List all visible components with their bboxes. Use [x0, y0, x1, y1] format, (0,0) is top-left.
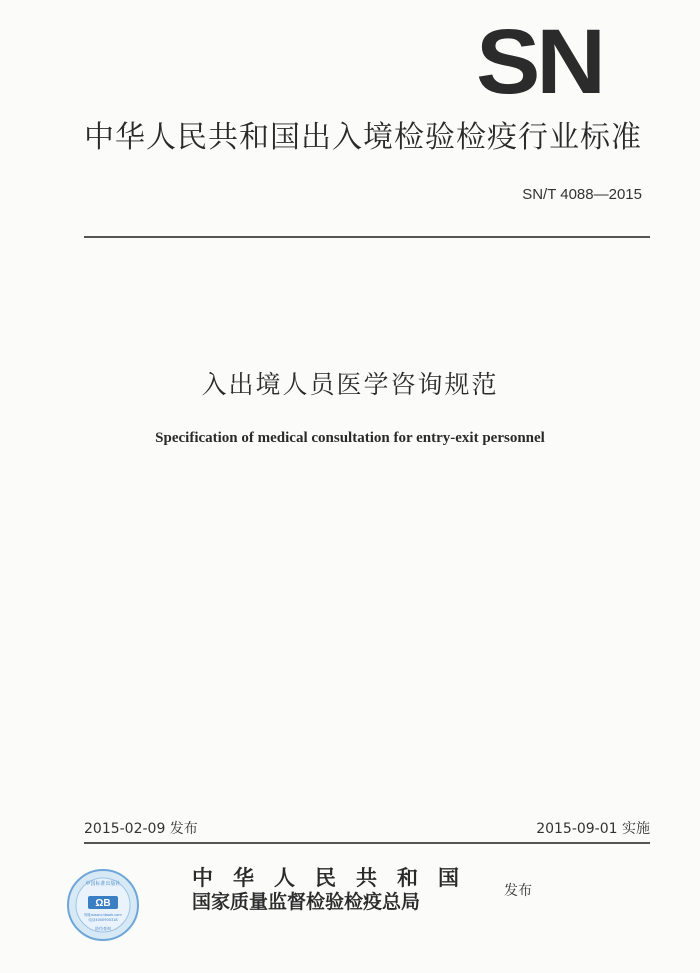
seal-text-top: 中国标准出版社 — [85, 881, 121, 887]
seal-text-bottom: 防伪查询 — [95, 926, 111, 931]
sn-logo: SN — [476, 11, 602, 113]
implementation-date: 2015-09-01 实施 — [536, 821, 650, 837]
standard-number: SN/T 4088—2015 — [522, 186, 642, 203]
seal-graphic — [66, 868, 140, 942]
seal-text-code: 电话4000900318 — [88, 918, 118, 922]
issue-label: 发布 — [504, 883, 532, 899]
seal-text-site: 网址www.cnbook.com — [84, 913, 122, 917]
top-divider — [84, 236, 650, 238]
document-title-chinese: 入出境人员医学咨询规范 — [201, 370, 499, 399]
svg-text:ΩB: ΩB — [95, 898, 111, 909]
document-title-english: Specification of medical consultation for entry-exit personnel — [155, 430, 545, 446]
anti-counterfeit-seal — [66, 868, 140, 942]
issue-date: 2015-02-09 发布 — [84, 821, 198, 837]
bottom-divider — [84, 842, 650, 844]
issuer-agency: 国家质量监督检验检疫总局 — [192, 891, 421, 913]
issuer-country: 中华人民共和国 — [192, 865, 479, 890]
industry-standard-title: 中华人民共和国出入境检验检疫行业标准 — [84, 120, 642, 155]
